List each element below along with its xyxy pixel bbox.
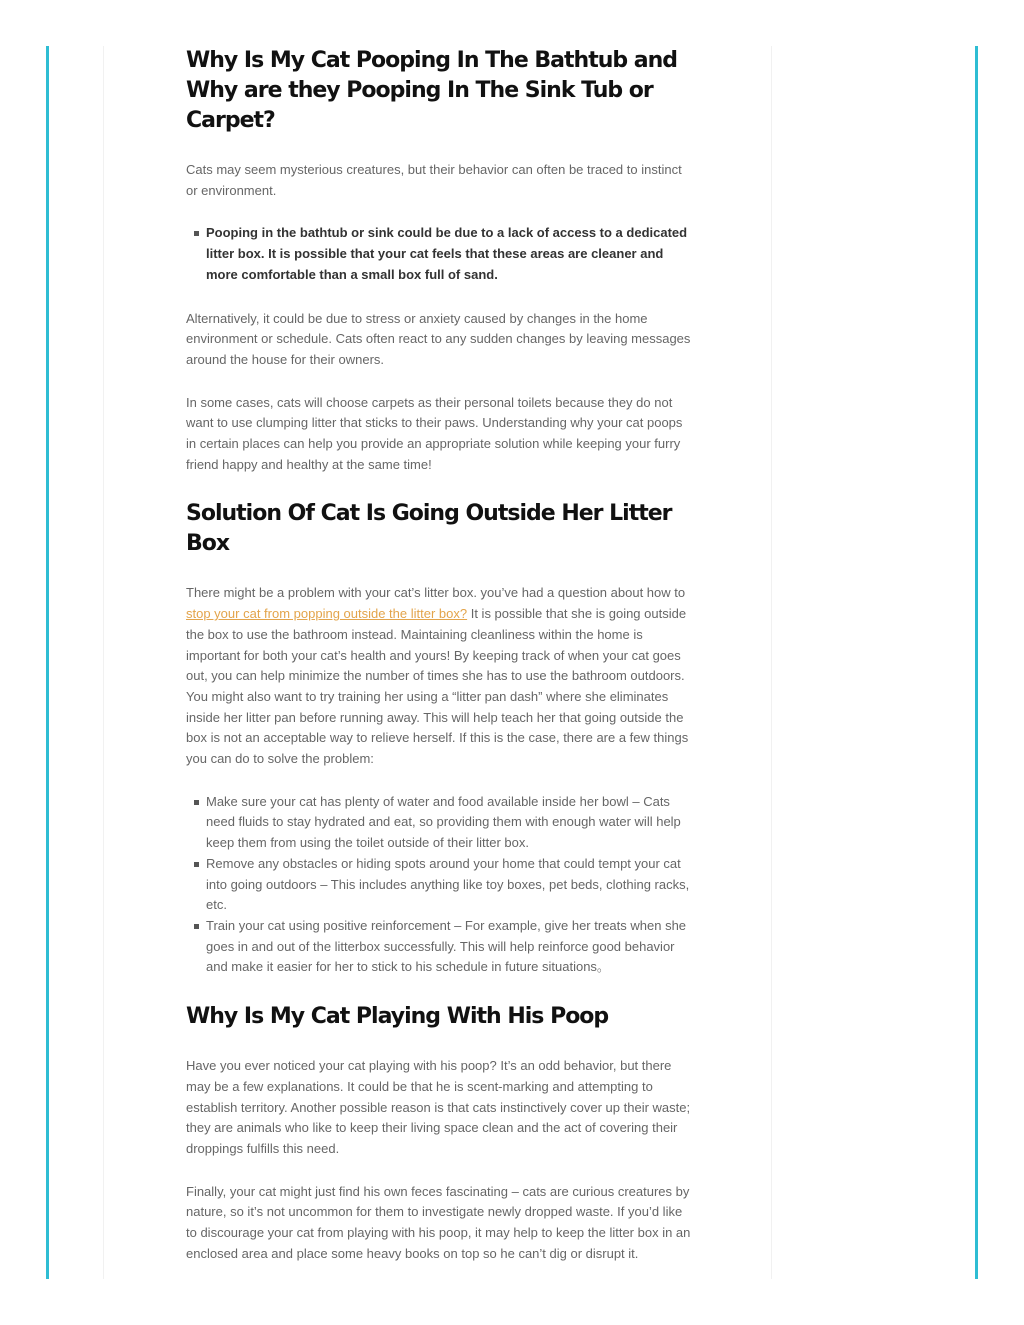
list-item: Train your cat using positive reinforcement – For example, give her treats when she goes in and out of the litterbox successfully. This will help reinforce good behavior and make it easier for her to stick to his schedule in future situations。 — [186, 916, 691, 978]
paragraph: Alternatively, it could be due to stress or anxiety caused by changes in the home environment or schedule. Cats often react to any sudden changes by leaving messages around the house for their owners. — [186, 310, 691, 367]
left-accent-line — [46, 46, 49, 1279]
list-item: Pooping in the bathtub or sink could be due to a lack of access to a dedicated litter box. It is possible that your cat feels that these areas are cleaner and more comfortable than a small box full of sand. — [186, 223, 691, 285]
paragraph-text: It is possible that she is going outside the box to use the bathroom instead. Maintaining cleanliness within the home is important for both your cat’s health and yours! By keeping track of when your cat goes out, you can help minimize the number of times she has to use the bathroom outdoors. You might also want to try training her using a “litter pan dash” where she eliminates inside her litter pan before running away. This will help teach her that going outside the box is not an acceptable way to relieve herself. If this is the case, there are a few things you can do to solve the problem: — [186, 606, 689, 767]
right-accent-line — [975, 46, 978, 1279]
bullet-list — [186, 792, 691, 978]
paragraph: Finally, your cat might just find his own feces fascinating – cats are curious creatures by nature, so it’s not uncommon for them to investigate newly dropped waste. If you’d like to discourage your cat from playing with his poop, it may help to keep the litter box in an enclosed area and place some heavy books on top so he can’t dig or disrupt it. — [186, 1183, 691, 1261]
right-column-border — [771, 46, 772, 1279]
left-column-border — [103, 46, 104, 1279]
paragraph-with-link — [186, 583, 691, 769]
bullet-list — [186, 223, 691, 285]
paragraph-text: There might be a problem with your cat’s litter box. you’ve had a question about how to — [186, 585, 686, 601]
paragraph: Cats may seem mysterious creatures, but their behavior can often be traced to instinct or environment. — [186, 162, 682, 198]
section-heading-solution: Solution Of Cat Is Going Outside Her Litter Box — [186, 501, 672, 557]
section-heading-bathtub: Why Is My Cat Pooping In The Bathtub and Why are they Pooping In The Sink Tub or Carpet? — [186, 48, 678, 133]
stop-cat-popping-link[interactable]: stop your cat from popping outside the litter box? — [186, 606, 468, 622]
article-body — [186, 46, 691, 1264]
list-item: Remove any obstacles or hiding spots around your home that could tempt your cat into going outdoors – This includes anything like toy boxes, pet beds, clothing racks, etc. — [186, 854, 691, 916]
section-heading-playing: Why Is My Cat Playing With His Poop — [186, 1004, 609, 1030]
paragraph: Have you ever noticed your cat playing with his poop? It’s an odd behavior, but there may be a few explanations. It could be that he is scent-marking and attempting to establish territory. Another possible reason is that cats instinctively cover up their waste; they are animals who like to keep their living space clean and the act of covering their droppings fulfills this need. — [186, 1058, 691, 1156]
list-item: Make sure your cat has plenty of water and food available inside her bowl – Cats need fluids to stay hydrated and eat, so providing them with enough water will help keep them from using the toilet outside of their litter box. — [186, 792, 691, 854]
paragraph: In some cases, cats will choose carpets as their personal toilets because they do not want to use clumping litter that sticks to their paws. Understanding why your cat poops in certain places can help you provide an appropriate solution while keeping your furry friend happy and healthy at the same time! — [186, 394, 683, 472]
